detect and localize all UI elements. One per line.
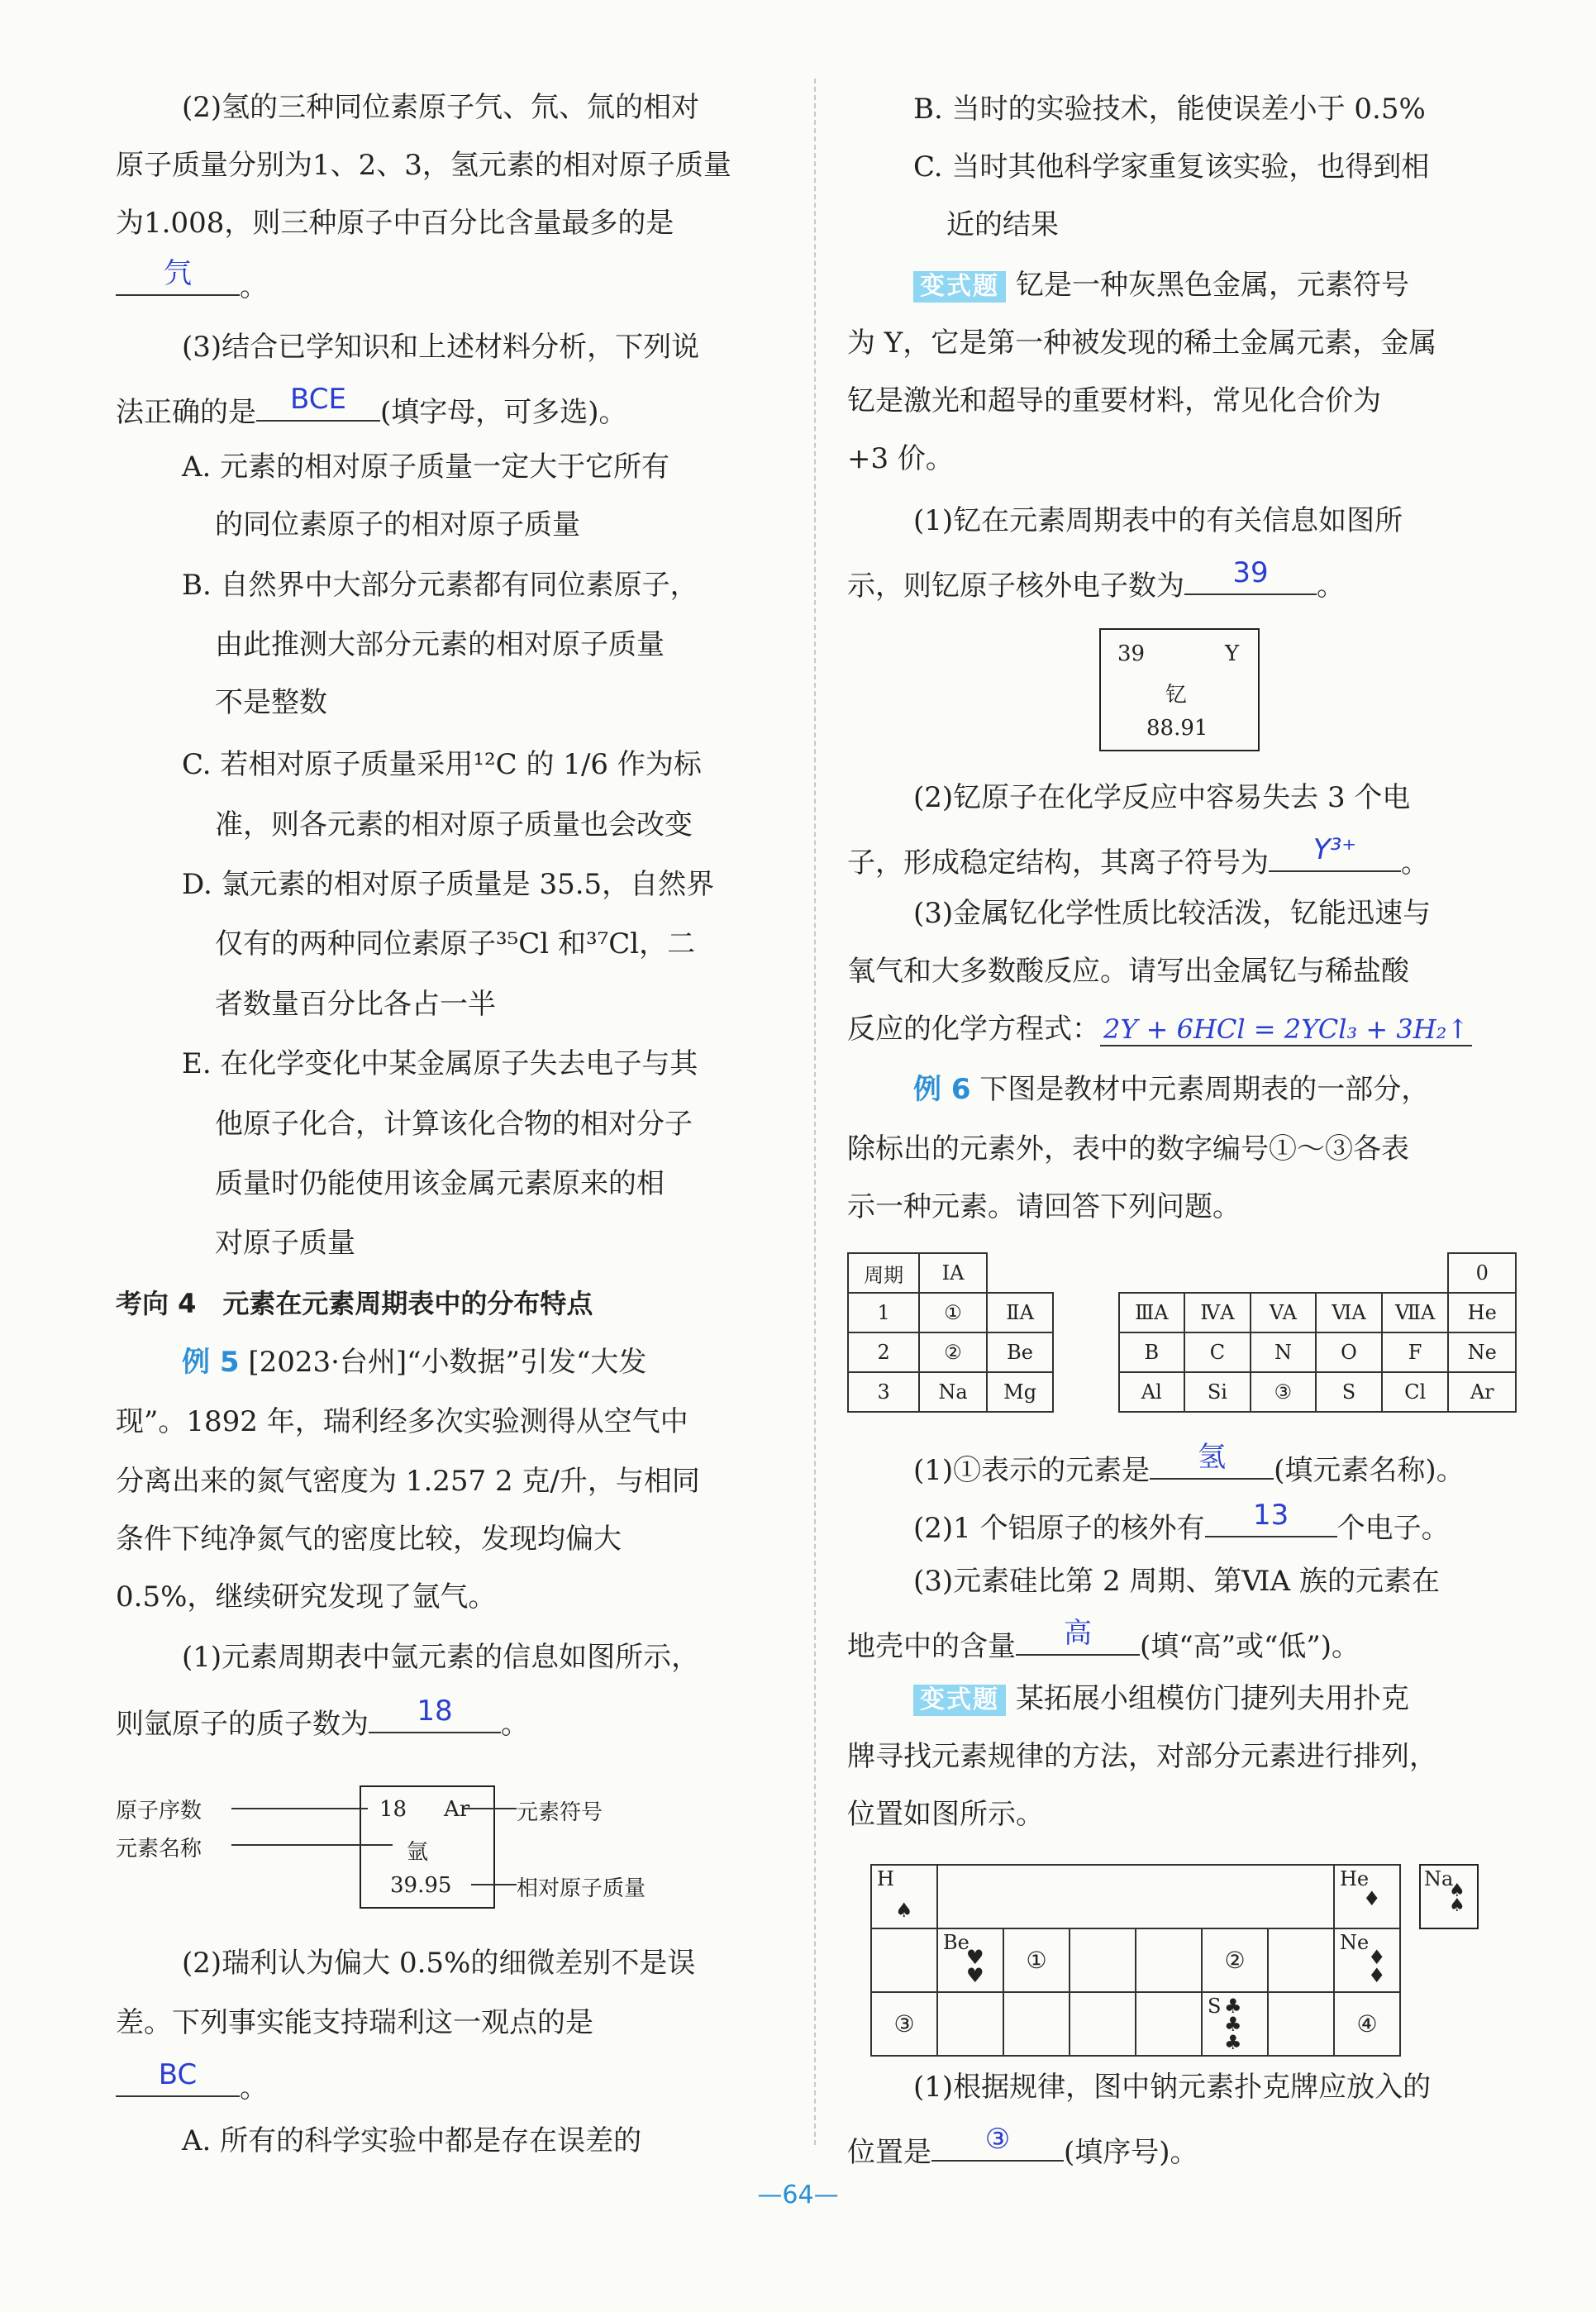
var1-q3-line-1: (3)金属钇化学性质比较活泼，钇能迅速与 — [913, 897, 1432, 930]
var1-line-4: +3 价。 — [847, 442, 954, 475]
var1-q2-line-2: 子，形成稳定结构，其离子符号为 Y³⁺ 。 — [847, 833, 1429, 880]
pt-header-0: 0 — [1448, 1253, 1516, 1293]
var1-q1-answer: 39 — [1232, 556, 1269, 590]
label-element-name: 元素名称 — [116, 1837, 202, 1862]
var2-q1-blank[interactable] — [931, 2123, 1064, 2162]
q2-line-2: 原子质量分别为1、2、3，氢元素的相对原子质量 — [116, 149, 731, 182]
q2-line-3: 为1.008，则三种原子中百分比含量最多的是 — [116, 207, 674, 240]
opt-e-line-1: E. 在化学变化中某金属原子失去电子与其 — [182, 1047, 698, 1080]
var1-q1-line-2: 示，则钇原子核外电子数为 39 。 — [847, 556, 1345, 603]
var1-q3-prefix: 反应的化学方程式： — [847, 1013, 1100, 1046]
card-empty-6 — [1003, 1992, 1070, 2056]
var2-q1-answer: ③ — [984, 2123, 1011, 2157]
var2-q1-prefix: 位置是 — [847, 2136, 931, 2169]
ex5-q1-answer: 18 — [417, 1695, 453, 1728]
ex5-q2-answer: BC — [158, 2058, 198, 2092]
q3-prefix: 法正确的是 — [116, 396, 256, 429]
card-empty-2 — [1070, 1928, 1136, 1992]
ex6-q1-suffix: (填元素名称)。 — [1274, 1454, 1465, 1487]
club-icon: ♣ — [1224, 1995, 1242, 2018]
var1-q2-blank[interactable] — [1269, 833, 1401, 872]
ex5-line-2: 现”。1892 年，瑞利经多次实验测得从空气中 — [116, 1405, 688, 1438]
ex5-opt-b: B. 当时的实验技术，能使误差小于 0.5% — [913, 93, 1426, 126]
q3-answer-blank[interactable] — [256, 383, 380, 422]
ex5-q2-answer-line: BC 。 — [116, 2064, 268, 2105]
pt-header-IIIA: ⅢA — [1119, 1293, 1185, 1332]
var1-q3-answer[interactable]: 2Y + 6HCl = 2YCl₃ + 3H₂↑ — [1100, 1013, 1472, 1046]
card-slot-2[interactable]: ② — [1202, 1928, 1268, 1992]
pt-period-1: 1 — [848, 1293, 919, 1332]
var1-text-1: 钇是一种灰黑色金属，元素符号 — [1016, 269, 1409, 302]
pt-cell-Cl: Cl — [1382, 1372, 1449, 1412]
label-element-symbol: 元素符号 — [517, 1800, 603, 1825]
club-icon: ♣ — [1224, 2013, 1242, 2036]
ex6-q1 — [847, 1441, 1465, 1488]
var1-q2-answer: Y³⁺ — [1313, 833, 1357, 867]
argon-diagram — [116, 1785, 678, 1918]
q3-suffix: (填字母，可多选)。 — [380, 396, 627, 429]
ex5-line-4: 条件下纯净氮气的密度比较，发现均偏大 — [116, 1523, 622, 1556]
q2-line-1: (2)氢的三种同位素原子氕、氘、氚的相对 — [182, 91, 700, 124]
q2-answer-line: 氕 。 — [116, 263, 268, 304]
ex5-line-3: 分离出来的氮气密度为 1.257 2 克/升，与相同 — [116, 1465, 700, 1498]
opt-a-line-1: A. 元素的相对原子质量一定大于它所有 — [182, 450, 670, 484]
opt-b-line-3: 不是整数 — [215, 686, 327, 719]
var2-line-3: 位置如图所示。 — [847, 1798, 1044, 1831]
card-Na-label: Na — [1424, 1867, 1454, 1890]
ex5-q1-line-2: 则氩原子的质子数为 18 。 — [116, 1695, 529, 1741]
card-empty-9 — [1268, 1992, 1334, 2056]
ex5-q2-line-1: (2)瑞利认为偏大 0.5%的细微差别不是误 — [182, 1947, 696, 1980]
ex5-q1-prefix: 则氩原子的质子数为 — [116, 1708, 369, 1741]
pt-period-3: 3 — [848, 1372, 919, 1412]
poker-card-grid — [870, 1864, 1401, 2057]
pt-period-2: 2 — [848, 1332, 919, 1372]
pt-cell-Na: Na — [919, 1372, 987, 1412]
card-slot-3[interactable]: ③ — [871, 1992, 937, 2056]
card-S-label: S — [1208, 1995, 1222, 2018]
pt-cell-2: ② — [919, 1332, 987, 1372]
pt-cell-Si: Si — [1184, 1372, 1251, 1412]
card-He-label: He — [1340, 1867, 1370, 1890]
card-slot-1[interactable]: ① — [1003, 1928, 1070, 1992]
heart-icon: ♥ — [966, 1964, 984, 1987]
ex6-q2-prefix: (2)1 个铝原子的核外有 — [913, 1512, 1205, 1545]
card-Be — [937, 1928, 1003, 1992]
ex5-text-1: [2023·台州]“小数据”引发“大发 — [248, 1346, 647, 1379]
pt-header-IVA: ⅣA — [1184, 1293, 1251, 1332]
pt-cell-Al: Al — [1119, 1372, 1185, 1412]
pt-cell-F: F — [1382, 1332, 1449, 1372]
q3-line-1: (3)结合已学知识和上述材料分析，下列说 — [182, 331, 700, 364]
pt-header-VIIA: ⅦA — [1382, 1293, 1449, 1332]
ex6-q3-line-1: (3)元素硅比第 2 周期、第ⅥA 族的元素在 — [913, 1565, 1440, 1598]
opt-b-line-1: B. 自然界中大部分元素都有同位素原子， — [182, 569, 698, 602]
pt-cell-S: S — [1316, 1372, 1382, 1412]
spade-icon: ♠ — [1449, 1895, 1465, 1916]
var2-q1-line-2 — [847, 2123, 1198, 2170]
var2-q1-line-1: (1)根据规律，图中钠元素扑克牌应放入的 — [913, 2071, 1432, 2104]
yttrium-name: 钇 — [1165, 683, 1188, 708]
pt-cell-O: O — [1316, 1332, 1382, 1372]
argon-symbol: Ar — [444, 1797, 470, 1822]
q2-answer-blank[interactable] — [116, 257, 240, 296]
card-empty-5 — [937, 1992, 1003, 2056]
card-H-label: H — [877, 1867, 894, 1890]
card-slot-4[interactable]: ④ — [1334, 1992, 1400, 2056]
argon-mass: 39.95 — [390, 1873, 452, 1898]
var1-line-2: 为 Y，它是第一种被发现的稀土金属元素，金属 — [847, 327, 1437, 360]
argon-leader-lines — [223, 1785, 686, 1909]
var1-line-3: 钇是激光和超导的重要材料，常见化合价为 — [847, 384, 1381, 417]
var1-q2-prefix: 子，形成稳定结构，其离子符号为 — [847, 846, 1269, 880]
ex6-text-1: 下图是教材中元素周期表的一部分， — [979, 1073, 1430, 1106]
var1-q3-line-3 — [847, 1013, 1472, 1046]
opt-e-line-2: 他原子化合，计算该化合物的相对分子 — [215, 1108, 693, 1141]
pt-header-VIA: ⅥA — [1316, 1293, 1382, 1332]
yttrium-symbol: Y — [1225, 641, 1240, 666]
argon-name: 氩 — [407, 1840, 429, 1865]
pt-header-VA: VA — [1251, 1293, 1317, 1332]
var1-q1-blank[interactable] — [1184, 556, 1317, 595]
q2-answer: 氕 — [164, 257, 192, 291]
var2-q1-suffix: (填序号)。 — [1064, 2136, 1198, 2169]
card-H — [871, 1865, 937, 1928]
pt-cell-Ne: Ne — [1448, 1332, 1516, 1372]
card-Ne — [1334, 1928, 1400, 1992]
card-empty-1 — [871, 1928, 937, 1992]
ex6-label: 例 6 — [913, 1073, 971, 1106]
argon-number: 18 — [379, 1797, 407, 1822]
ex5-line-5: 0.5%，继续研究发现了氩气。 — [116, 1580, 497, 1614]
var1-q1-prefix: 示，则钇原子核外电子数为 — [847, 570, 1184, 603]
pt-cell-Mg: Mg — [987, 1372, 1054, 1412]
card-empty-3 — [1136, 1928, 1202, 1992]
ex6-q2-blank[interactable] — [1205, 1499, 1337, 1537]
q3-line-2 — [116, 383, 627, 430]
yttrium-mass: 88.91 — [1146, 716, 1208, 741]
pt-cell-Ar: Ar — [1448, 1372, 1516, 1412]
ex6-q2 — [847, 1499, 1450, 1546]
ex5-opt-c-line-1: C. 当时其他科学家重复该实验，也得到相 — [913, 150, 1430, 184]
periodic-table-grid — [847, 1252, 1517, 1413]
ex6-q3-answer: 高 — [1064, 1617, 1092, 1651]
var1-q1-line-1: (1)钇在元素周期表中的有关信息如图所 — [913, 504, 1403, 537]
card-He — [1334, 1865, 1400, 1928]
var2-line-1 — [847, 1682, 1409, 1716]
diamond-icon: ♦ — [1368, 1946, 1386, 1969]
pt-header-IA: IA — [919, 1253, 987, 1293]
ex5-q1-blank[interactable] — [369, 1695, 501, 1733]
var1-q3-line-2: 氧气和大多数酸反应。请写出金属钇与稀盐酸 — [847, 955, 1409, 988]
ex6-q3-blank[interactable] — [1016, 1617, 1140, 1656]
ex5-opt-c-line-2: 近的结果 — [946, 208, 1059, 241]
ex6-q1-answer: 氢 — [1198, 1441, 1227, 1475]
spade-icon: ♠ — [895, 1899, 913, 1922]
pt-cell-1: ① — [919, 1293, 987, 1332]
ex6-line-1 — [847, 1073, 1429, 1107]
periodic-table — [847, 1252, 1517, 1413]
label-atomic-mass: 相对原子质量 — [517, 1876, 646, 1901]
ex6-q2-answer: 13 — [1252, 1499, 1289, 1533]
variant-tag-2: 变式题 — [913, 1685, 1006, 1716]
ex6-q1-blank[interactable] — [1150, 1441, 1274, 1480]
column-divider — [814, 79, 816, 2145]
opt-e-line-3: 质量时仍能使用该金属元素原来的相 — [215, 1167, 665, 1200]
ex5-q2-line-2: 差。下列事实能支持瑞利这一观点的是 — [116, 2006, 593, 2039]
page-number: —64— — [757, 2181, 839, 2210]
opt-b-line-2: 由此推测大部分元素的相对原子质量 — [215, 628, 665, 661]
card-Be-label: Be — [943, 1931, 970, 1954]
opt-a-line-2: 的同位素原子的相对原子质量 — [215, 508, 580, 541]
label-atomic-number: 原子序数 — [116, 1799, 202, 1823]
ex6-q1-prefix: (1)①表示的元素是 — [913, 1454, 1151, 1487]
spade-icon: ♠ — [1449, 1881, 1465, 1901]
pt-header-IIA: ⅡA — [987, 1293, 1054, 1332]
ex6-q3-line-2 — [847, 1617, 1360, 1664]
card-empty-8 — [1136, 1992, 1202, 2056]
pt-cell-C: C — [1184, 1332, 1251, 1372]
var2-text-1: 某拓展小组模仿门捷列夫用扑克 — [1016, 1682, 1409, 1715]
pt-cell-Be: Be — [987, 1332, 1054, 1372]
card-S — [1202, 1992, 1268, 2056]
ex6-q2-suffix: 个电子。 — [1336, 1512, 1450, 1545]
heart-icon: ♥ — [966, 1946, 984, 1969]
ex6-q3-prefix: 地壳中的含量 — [847, 1630, 1016, 1663]
ex6-line-3: 示一种元素。请回答下列问题。 — [847, 1190, 1241, 1223]
pt-cell-B: B — [1119, 1332, 1185, 1372]
opt-d-line-2: 仅有的两种同位素原子³⁵Cl 和³⁷Cl，二 — [215, 927, 696, 961]
yttrium-number: 39 — [1117, 641, 1146, 666]
var2-line-2: 牌寻找元素规律的方法，对部分元素进行排列， — [847, 1740, 1437, 1773]
pt-cell-He: He — [1448, 1293, 1516, 1332]
card-empty-4 — [1268, 1928, 1334, 1992]
ex6-q3-suffix: (填“高”或“低”)。 — [1140, 1630, 1360, 1663]
diamond-icon: ♦ — [1363, 1887, 1381, 1910]
card-Ne-label: Ne — [1340, 1931, 1370, 1954]
variant-tag: 变式题 — [913, 271, 1006, 303]
section-heading: 考向 4 元素在元素周期表中的分布特点 — [116, 1288, 593, 1319]
opt-d-line-1: D. 氯元素的相对原子质量是 35.5，自然界 — [182, 868, 715, 901]
card-empty-7 — [1070, 1992, 1136, 2056]
opt-c-line-1: C. 若相对原子质量采用¹²C 的 1/6 作为标 — [182, 748, 702, 781]
ex5-opt-a: A. 所有的科学实验中都是存在误差的 — [182, 2124, 642, 2157]
opt-d-line-3: 者数量百分比各占一半 — [215, 988, 496, 1021]
var1-q2-line-1: (2)钇原子在化学反应中容易失去 3 个电 — [913, 781, 1411, 814]
opt-e-line-4: 对原子质量 — [215, 1227, 355, 1260]
diamond-icon: ♦ — [1368, 1964, 1386, 1987]
ex5-label: 例 5 — [182, 1346, 240, 1379]
var1-line-1 — [847, 269, 1409, 303]
yttrium-box — [1099, 628, 1260, 751]
pt-cell-N: N — [1251, 1332, 1317, 1372]
pt-cell-3: ③ — [1251, 1372, 1317, 1412]
ex5-line-1 — [116, 1346, 646, 1380]
ex5-q2-blank[interactable] — [116, 2058, 240, 2097]
card-Na[interactable] — [1419, 1864, 1479, 1929]
opt-c-line-2: 准，则各元素的相对原子质量也会改变 — [215, 808, 693, 841]
club-icon: ♣ — [1224, 2031, 1242, 2054]
pt-header-period: 周期 — [848, 1253, 919, 1293]
q3-answer: BCE — [290, 383, 346, 417]
ex6-line-2: 除标出的元素外，表中的数字编号①～③各表 — [847, 1132, 1409, 1166]
ex5-q1-line-1: (1)元素周期表中氩元素的信息如图所示， — [182, 1641, 700, 1674]
